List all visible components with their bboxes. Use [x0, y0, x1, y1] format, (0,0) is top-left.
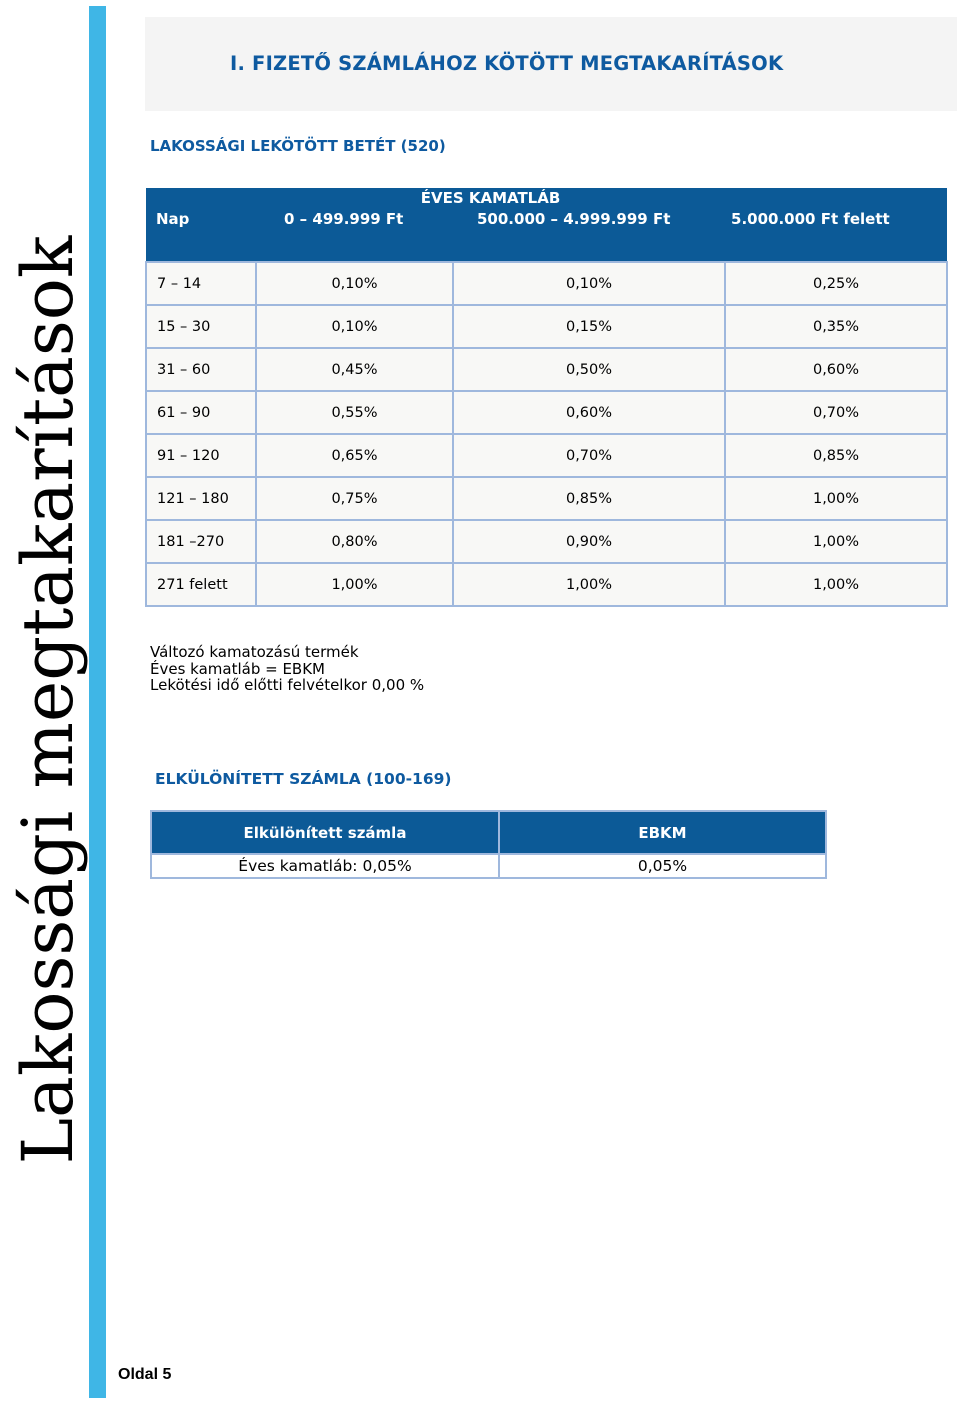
table-row — [146, 262, 947, 305]
rates-header-spacer — [146, 240, 947, 262]
cell-rate: 1,00% — [453, 563, 725, 606]
page-number: Oldal 5 — [118, 1366, 172, 1383]
cell-rate: 0,70% — [453, 434, 725, 477]
cell-rate: 0,10% — [453, 262, 725, 305]
cell-rate: 0,85% — [725, 434, 947, 477]
cell-rate: 0,85% — [453, 477, 725, 520]
account-header-ebkm: EBKM — [499, 811, 826, 854]
cell-rate: 1,00% — [725, 563, 947, 606]
cell-rate: 0,50% — [453, 348, 725, 391]
table-row — [151, 854, 826, 878]
rates-group-header-row — [146, 188, 947, 208]
note-line: Lekötési idő előtti felvételkor 0,00 % — [150, 676, 425, 694]
account-rate-label: Éves kamatláb: 0,05% — [151, 854, 499, 878]
col-header-tier3: 5.000.000 Ft felett — [725, 208, 947, 240]
table-row — [146, 305, 947, 348]
note-line: Változó kamatozású termék — [150, 643, 359, 661]
cell-rate: 0,10% — [256, 305, 453, 348]
cell-rate: 0,45% — [256, 348, 453, 391]
cell-rate: 0,60% — [725, 348, 947, 391]
col-header-nap: Nap — [146, 208, 256, 240]
cell-rate: 0,10% — [256, 262, 453, 305]
table-row — [146, 477, 947, 520]
table-row — [146, 348, 947, 391]
table-row — [146, 563, 947, 606]
table-row — [146, 520, 947, 563]
cell-rate: 1,00% — [256, 563, 453, 606]
cell-rate: 0,15% — [453, 305, 725, 348]
group-header: ÉVES KAMATLÁB — [256, 188, 725, 208]
section-title-elkulonitett: ELKÜLÖNÍTETT SZÁMLA (100-169) — [155, 770, 452, 788]
cell-days: 91 – 120 — [146, 434, 256, 477]
col-header-tier2: 500.000 – 4.999.999 Ft — [453, 208, 725, 240]
cell-days: 7 – 14 — [146, 262, 256, 305]
cell-rate: 0,25% — [725, 262, 947, 305]
cell-rate: 0,65% — [256, 434, 453, 477]
col-header-tier1: 0 – 499.999 Ft — [256, 208, 453, 240]
note-line: Éves kamatláb = EBKM — [150, 659, 325, 678]
cell-days: 271 felett — [146, 563, 256, 606]
cell-rate: 0,75% — [256, 477, 453, 520]
rates-table — [145, 188, 948, 607]
cell-rate: 1,00% — [725, 520, 947, 563]
account-table — [150, 810, 827, 879]
account-header-name: Elkülönített számla — [151, 811, 499, 854]
cell-rate: 0,80% — [256, 520, 453, 563]
side-label: Lakossági megtakarítások — [7, 235, 89, 1165]
table-row — [146, 391, 947, 434]
cell-rate: 0,55% — [256, 391, 453, 434]
cell-days: 121 – 180 — [146, 477, 256, 520]
cell-rate: 0,35% — [725, 305, 947, 348]
section-title-lekotott-betet: LAKOSSÁGI LEKÖTÖTT BETÉT (520) — [150, 137, 446, 155]
page-title: I. FIZETŐ SZÁMLÁHOZ KÖTÖTT MEGTAKARÍTÁSOK — [230, 52, 784, 75]
cell-days: 181 –270 — [146, 520, 256, 563]
cell-rate: 0,70% — [725, 391, 947, 434]
cell-days: 15 – 30 — [146, 305, 256, 348]
side-accent-bar — [89, 6, 106, 1398]
cell-days: 61 – 90 — [146, 391, 256, 434]
cell-days: 31 – 60 — [146, 348, 256, 391]
cell-rate: 0,90% — [453, 520, 725, 563]
notes-block — [150, 644, 424, 694]
rates-header-row — [146, 208, 947, 240]
account-header-row — [151, 811, 826, 854]
account-ebkm-value: 0,05% — [499, 854, 826, 878]
table-row — [146, 434, 947, 477]
cell-rate: 0,60% — [453, 391, 725, 434]
cell-rate: 1,00% — [725, 477, 947, 520]
